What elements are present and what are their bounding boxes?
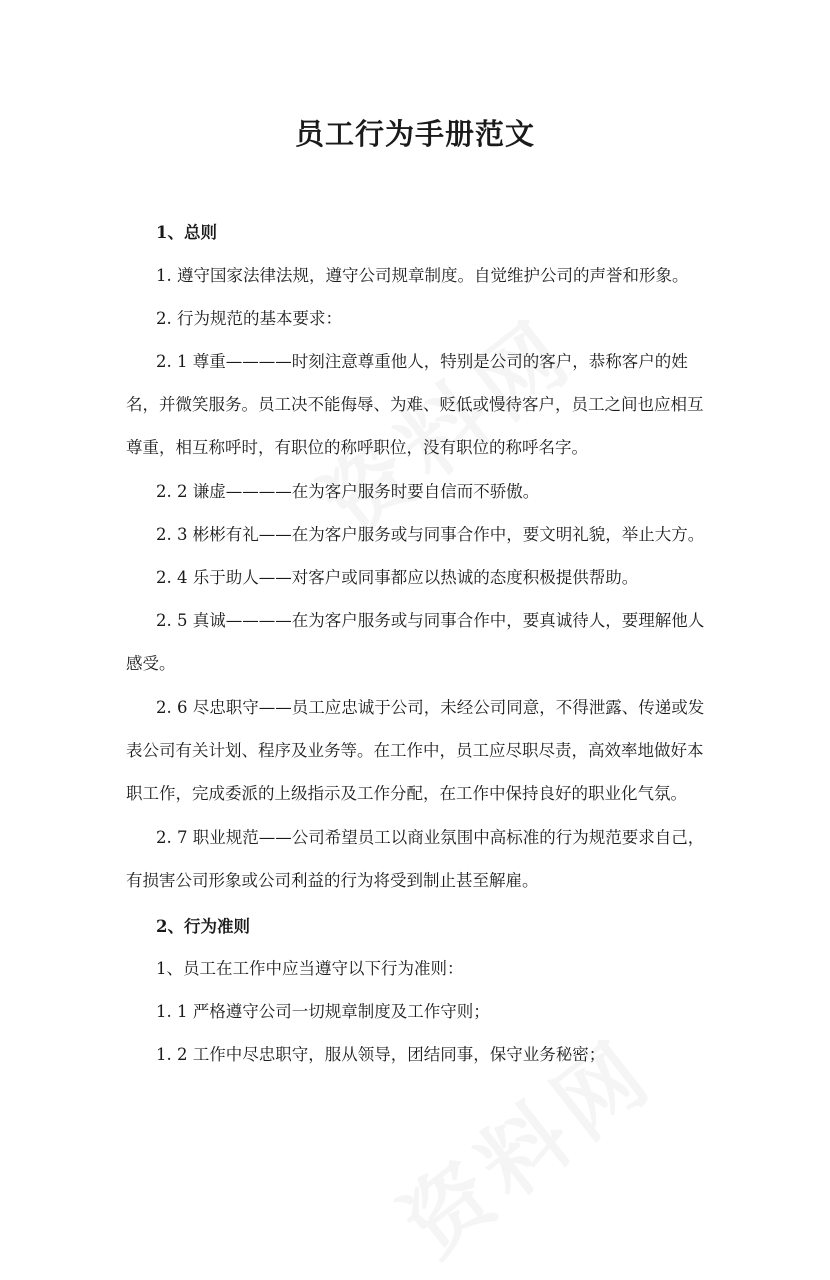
paragraph: 1、员工在工作中应当遵守以下行为准则： xyxy=(156,959,464,978)
paragraph: 2. 1 尊重————时刻注意尊重他人，特别是公司的客户，恭称客户的姓名，并微笑服务。员工决不能侮辱、为难、贬低或慢待客户，员工之间也应相互尊重，相互称呼时，有职位的称呼职位，没有职位的称呼名字。 xyxy=(126,352,704,457)
paragraph: 2. 3 彬彬有礼——在为客户服务或与同事合作中，要文明礼貌，举止大方。 xyxy=(156,525,705,544)
paragraph: 2. 行为规范的基本要求： xyxy=(156,309,342,328)
paragraph: 2. 6 尽忠职守——员工应忠诚于公司，未经公司同意，不得泄露、传递或发表公司有关计划、程序及业务等。在工作中，员工应尽职尽责，高效率地做好本职工作，完成委派的上级指示及工作分配，在工作中保持良好的职业化气氛。 xyxy=(126,698,705,803)
section-heading: 2、行为准则 xyxy=(156,917,250,936)
paragraph: 2. 7 职业规范——公司希望员工以商业氛围中高标准的行为规范要求自己，有损害公司形象或公司利益的行为将受到制止甚至解雇。 xyxy=(126,828,705,890)
paragraph: 1. 遵守国家法律法规，遵守公司规章制度。自觉维护公司的声誉和形象。 xyxy=(156,266,689,285)
section-heading: 1、总则 xyxy=(156,223,217,242)
paragraph: 1. 1 严格遵守公司一切规章制度及工作守则； xyxy=(156,1002,490,1021)
paragraph: 2. 4 乐于助人——对客户或同事都应以热诚的态度积极提供帮助。 xyxy=(156,568,639,587)
document-title: 员工行为手册范文 xyxy=(294,117,535,151)
paragraph: 2. 5 真诚————在为客户服务或与同事合作中，要真诚待人，要理解他人感受。 xyxy=(126,611,705,673)
paragraph: 2. 2 谦虚————在为客户服务时要自信而不骄傲。 xyxy=(156,482,540,501)
paragraph: 1. 2 工作中尽忠职守，服从领导，团结同事，保守业务秘密； xyxy=(156,1045,606,1064)
